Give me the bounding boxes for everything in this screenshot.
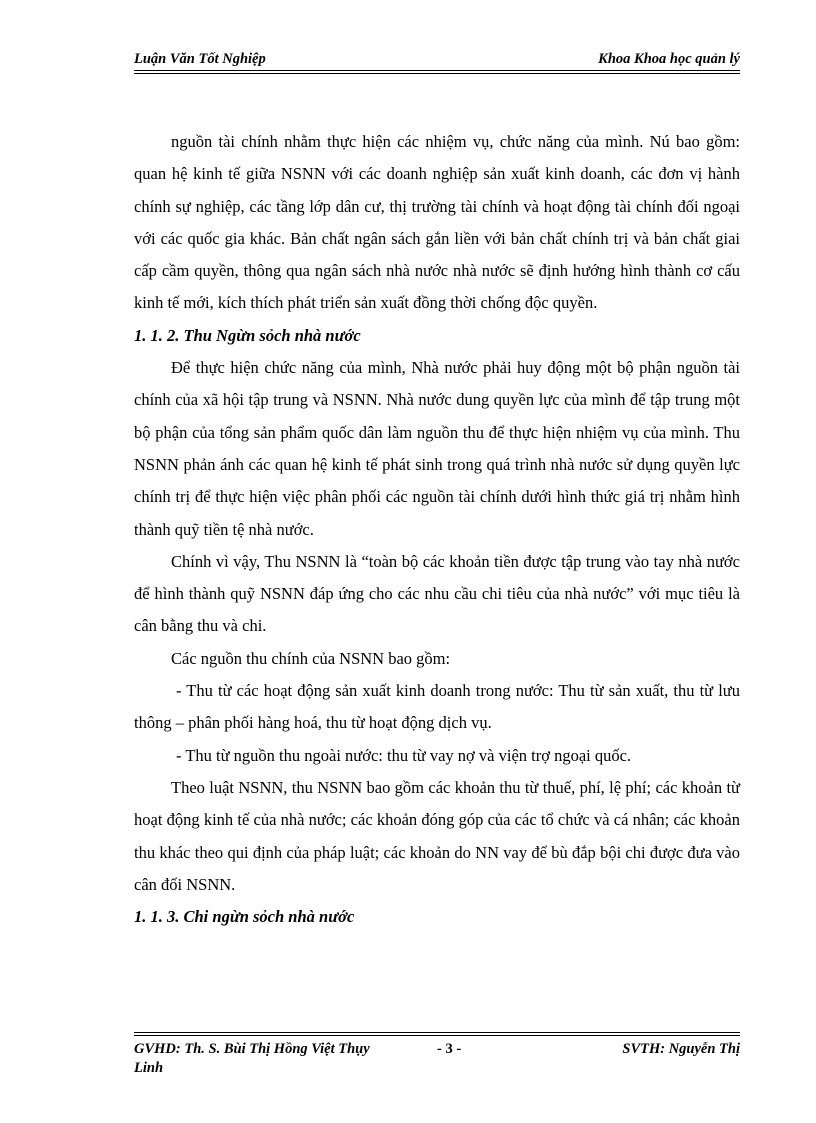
section-heading-1-1-3: 1. 1. 3. Chi ngừn sỏch nhà nước	[134, 907, 355, 927]
paragraph-5: Theo luật NSNN, thu NSNN bao gồm các khoản thu từ thuế, phí, lệ phí; các khoản từ hoạt động kinh tế của nhà nước; các khoản đóng góp của các tổ chức và cá nhân; các khoản thu khác theo qui định của pháp luật; các khoản do NN vay để bù đắp bội chi được đưa vào cân đối NSNN.	[134, 777, 740, 894]
footer-rule	[134, 1035, 740, 1036]
paragraph-3: Chính vì vậy, Thu NSNN là “toàn bộ các khoản tiền được tập trung vào tay nhà nước để hình thành quỹ NSNN đáp ứng cho các nhu cầu chi tiêu của nhà nước” với mục tiêu là cân bằng thu và chi.	[134, 551, 740, 636]
paragraph-1: nguồn tài chính nhằm thực hiện các nhiệm vụ, chức năng của mình. Nú bao gồm: quan hệ kinh tế giữa NSNN với các doanh nghiệp sản xuất kinh doanh, các đơn vị hành chính sự nghiệp, các tầng lớp dân cư, thị trường tài chính và hoạt động tài chính đối ngoại với các quốc gia khác. Bản chất ngân sách gắn liền với bản chất chính trị và bản chất giai cấp cầm quyền, thông qua ngân sách nhà nước nhà nước sẽ định hướng hình thành cơ cấu kinh tế mới, kích thích phát triển sản xuất đồng thời chống độc quyền.	[134, 132, 740, 313]
header-rule	[134, 70, 740, 71]
bullet-1: - Thu từ các hoạt động sản xuất kinh doanh trong nước: Thu từ sản xuất, thu từ lưu thông – phân phối hàng hoá, thu từ hoạt động dịch vụ.	[134, 681, 740, 733]
header-thesis-title: Luận Văn Tốt Nghiệp	[134, 51, 266, 67]
header-rule	[134, 73, 740, 74]
page-body	[134, 126, 740, 933]
page-footer	[134, 1040, 740, 1080]
section-heading-1-1-2: 1. 1. 2. Thu Ngừn sỏch nhà nước	[134, 325, 361, 345]
footer-student: SVTH: Nguyễn Thị	[622, 1041, 740, 1057]
paragraph-2: Để thực hiện chức năng của mình, Nhà nước phải huy động một bộ phận nguồn tài chính của xã hội tập trung và NSNN. Nhà nước dung quyền lực của mình để tập trung một bộ phận của tổng sản phẩm quốc dân làm nguồn thu để thực hiện nhiệm vụ của mình. Thu NSNN phản ánh các quan hệ kinh tế phát sinh trong quá trình nhà nước sử dụng quyền lực chính trị để thực hiện việc phân phối các nguồn tài chính dưới hình thức giá trị nhằm hình thành quỹ tiền tệ nhà nước.	[134, 358, 740, 539]
footer-rule	[134, 1032, 740, 1033]
footer-advisor: GVHD: Th. S. Bùi Thị Hồng Việt Thụy Linh	[134, 1041, 370, 1076]
header-faculty: Khoa Khoa học quản lý	[598, 51, 740, 67]
bullet-2: - Thu từ nguồn thu ngoài nước: thu từ vay nợ và viện trợ ngoại quốc.	[176, 745, 632, 765]
paragraph-4: Các nguồn thu chính của NSNN bao gồm:	[171, 648, 451, 668]
page-number: - 3 -	[437, 1041, 462, 1057]
